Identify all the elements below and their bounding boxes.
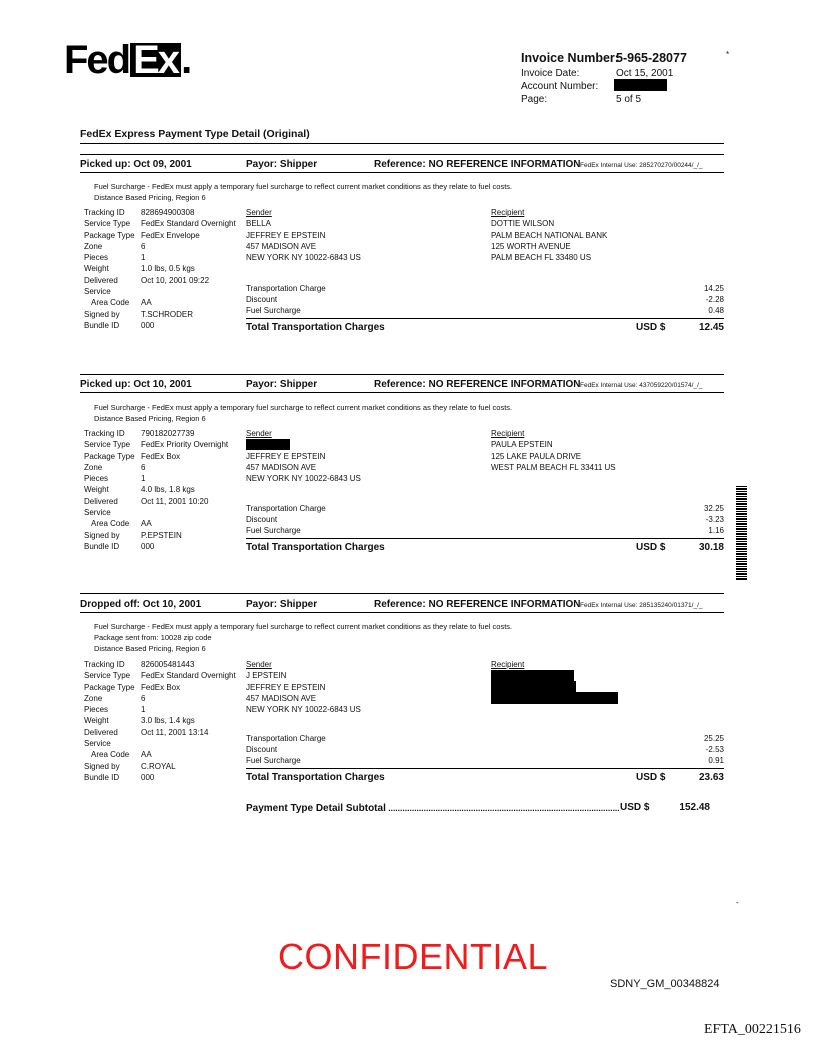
transportation-charge: 32.25 [703,504,724,513]
service-type-label: Service Type [84,440,131,450]
delivered-label: Delivered [84,275,118,285]
recipient-heading: Recipient [491,660,525,669]
section-rule-top [80,154,724,155]
note-line: Fuel Surcharge - FedEx must apply a temporary fuel surcharge to reflect current market conditions as they relate to fuel costs. [94,182,513,191]
recipient-block [491,207,607,263]
charge-row [246,744,724,755]
shipment-details [84,207,236,331]
package-type-label: Package Type [84,682,135,692]
sender-redaction [246,439,290,450]
note-line: Distance Based Pricing, Region 6 [94,644,206,653]
delivered-label: Delivered [84,727,118,737]
charge-row [246,294,724,305]
bates-number: SDNY_GM_00348824 [610,978,720,990]
tracking-id-label: Tracking ID [84,660,125,669]
service-type: FedEx Priority Overnight [141,440,229,450]
recipient-line: 125 WORTH AVENUE [491,241,571,251]
recipient-line: DOTTIE WILSON [491,219,555,229]
service-label: Service [84,739,111,749]
note-line: Distance Based Pricing, Region 6 [94,193,206,202]
section-rule-bottom [80,172,724,173]
shipment-event: Picked up: Oct 09, 2001 [80,159,192,170]
transportation-charge: 14.25 [703,284,724,293]
side-barcode [736,486,747,580]
weight-label: Weight [84,264,109,274]
fuel-surcharge: 0.48 [708,306,724,315]
recipient-line: WEST PALM BEACH FL 33411 US [491,462,616,472]
bundle-id: 000 [141,772,155,782]
sender-line: NEW YORK NY 10022-6843 US [246,474,361,484]
sender-heading: Sender [246,208,272,217]
transportation-charge-label: Transportation Charge [246,504,326,513]
sender-line [246,439,361,450]
sender-block [246,207,361,263]
delivered-label: Delivered [84,496,118,506]
service-label: Service [84,508,111,518]
weight: 3.0 lbs, 1.4 kgs [141,716,195,726]
fuel-surcharge: 1.16 [708,526,724,535]
pieces-label: Pieces [84,253,109,263]
recipient-heading: Recipient [491,429,525,438]
recipient-block [491,428,616,473]
confidential-stamp: CONFIDENTIAL [278,936,549,977]
tracking-id: 828694900308 [141,208,195,217]
account-number-redaction [614,79,667,91]
area-code-label: Area Code [91,750,130,760]
tracking-id-label: Tracking ID [84,208,125,217]
shipment-reference: Reference: NO REFERENCE INFORMATION [374,159,581,170]
package-type-label: Package Type [84,451,135,461]
zone: 6 [141,241,146,251]
sender-heading: Sender [246,660,272,669]
tracking-id: 790182027739 [141,429,195,438]
discount-label: Discount [246,295,278,304]
signed-by: P.EPSTEIN [141,530,182,540]
delivered: Oct 11, 2001 10:20 [141,496,209,506]
weight-label: Weight [84,485,109,495]
total-amount: 12.45 [698,322,724,333]
charge-row [246,755,724,766]
shipment-details [84,659,236,783]
sender-line: NEW YORK NY 10022-6843 US [246,705,361,715]
area-code: AA [141,519,152,529]
total-rule [246,318,724,319]
discount-label: Discount [246,515,278,524]
recipient-redaction [491,670,574,681]
sender-line: JEFFREY E EPSTEIN [246,682,326,692]
delivered: Oct 11, 2001 13:14 [141,727,209,737]
subtotal-row [246,803,646,814]
recipient-block [491,659,524,670]
shipment-event: Dropped off: Oct 10, 2001 [80,599,202,610]
bundle-id: 000 [141,541,155,551]
recipient-redaction [491,681,576,692]
recipient-heading: Recipient [491,208,525,217]
total-currency: USD $ [636,542,666,553]
fuel-surcharge-label: Fuel Surcharge [246,526,301,535]
fuel-surcharge-label: Fuel Surcharge [246,306,301,315]
shipment-notes [94,621,512,654]
pieces: 1 [141,705,146,715]
transportation-charge-label: Transportation Charge [246,734,326,743]
header-mark: * [726,50,730,59]
delivered: Oct 10, 2001 09:22 [141,275,210,285]
transportation-charge-label: Transportation Charge [246,284,326,293]
shipment-notes [94,181,512,203]
pieces: 1 [141,253,146,263]
section-rule-top [80,374,724,375]
package-type-label: Package Type [84,230,135,240]
fuel-surcharge: 0.91 [708,756,724,765]
sender-line: BELLA [246,219,271,229]
sender-line: 457 MADISON AVE [246,241,317,251]
service-type-label: Service Type [84,671,131,681]
package-type: FedEx Box [141,682,181,692]
tracking-id: 826005481443 [141,660,195,669]
fedex-logo: Fed Ex. [64,38,191,82]
weight-label: Weight [84,716,109,726]
area-code-label: Area Code [91,298,130,308]
subtotal-label: Payment Type Detail Subtotal [246,803,386,814]
shipment-event: Picked up: Oct 10, 2001 [80,379,192,390]
shipment-reference: Reference: NO REFERENCE INFORMATION [374,379,581,390]
charge-row [246,283,724,294]
bundle-id: 000 [141,320,155,330]
total-label: Total Transportation Charges [246,542,385,553]
charge-row [246,733,724,744]
total-rule [246,768,724,769]
discount: -2.53 [705,745,724,754]
area-code-label: Area Code [91,519,130,529]
invoice-date-label: Invoice Date: [521,68,580,79]
package-type: FedEx Envelope [141,230,200,240]
recipient-redaction [491,692,618,704]
weight: 4.0 lbs, 1.8 kgs [141,485,195,495]
zone: 6 [141,693,146,703]
sender-line: J EPSTEIN [246,671,287,681]
sender-line: JEFFREY E EPSTEIN [246,451,326,461]
area-code: AA [141,298,152,308]
fuel-surcharge-label: Fuel Surcharge [246,756,301,765]
shipment-internal-use: FedEx Internal Use: 437059220/01574/_/_ [580,382,703,389]
total-amount: 23.63 [698,772,724,783]
zone: 6 [141,462,146,472]
sender-block [246,428,361,484]
total-label: Total Transportation Charges [246,322,385,333]
charge-row [246,503,724,514]
note-line: Fuel Surcharge - FedEx must apply a temporary fuel surcharge to reflect current market conditions as they relate to fuel costs. [94,622,513,631]
discount-label: Discount [246,745,278,754]
recipient-line: 125 LAKE PAULA DRIVE [491,451,582,461]
shipment-notes [94,402,512,424]
footer-mark: - [736,898,739,907]
subtotal-leader: .................................................................................................. [388,803,620,813]
page-number: 5 of 5 [616,94,642,105]
invoice-number: 5-965-28077 [616,51,687,65]
signed-by-label: Signed by [84,761,120,771]
shipment-payor: Payor: Shipper [246,599,318,610]
area-code: AA [141,750,152,760]
weight: 1.0 lbs, 0.5 kgs [141,264,195,274]
total-currency: USD $ [636,772,666,783]
tracking-id-label: Tracking ID [84,429,125,438]
shipment-payor: Payor: Shipper [246,379,318,390]
total-label: Total Transportation Charges [246,772,385,783]
page-title: FedEx Express Payment Type Detail (Original) [80,128,310,140]
recipient-line: PALM BEACH NATIONAL BANK [491,230,608,240]
section-rule-bottom [80,392,724,393]
page-label: Page: [521,94,548,105]
title-rule [80,143,724,144]
shipment-reference: Reference: NO REFERENCE INFORMATION [374,599,581,610]
note-line: Package sent from: 10028 zip code [94,633,212,642]
service-type-label: Service Type [84,219,131,229]
invoice-date: Oct 15, 2001 [616,68,674,79]
account-number-label: Account Number: [521,81,599,92]
sender-line: JEFFREY E EPSTEIN [246,230,326,240]
total-rule [246,538,724,539]
bundle-id-label: Bundle ID [84,320,120,330]
note-line: Distance Based Pricing, Region 6 [94,414,206,423]
shipment-details [84,428,228,552]
subtotal-currency: USD $ [620,802,650,813]
service-type: FedEx Standard Overnight [141,671,236,681]
service-type: FedEx Standard Overnight [141,219,236,229]
bundle-id-label: Bundle ID [84,541,120,551]
recipient-line: PAULA EPSTEIN [491,440,553,450]
efta-number: EFTA_00221516 [704,1022,801,1037]
signed-by: C.ROYAL [141,761,176,771]
section-rule-top [80,593,724,594]
sender-line: 457 MADISON AVE [246,462,317,472]
pieces-label: Pieces [84,474,109,484]
zone-label: Zone [84,462,103,472]
signed-by-label: Signed by [84,309,120,319]
zone-label: Zone [84,693,103,703]
total-currency: USD $ [636,322,666,333]
total-amount: 30.18 [698,542,724,553]
shipment-payor: Payor: Shipper [246,159,318,170]
charge-row [246,514,724,525]
note-line: Fuel Surcharge - FedEx must apply a temporary fuel surcharge to reflect current market conditions as they relate to fuel costs. [94,403,513,412]
charge-row [246,305,724,316]
recipient-line: PALM BEACH FL 33480 US [491,253,592,263]
sender-line: 457 MADISON AVE [246,693,317,703]
invoice-number-label: Invoice Number: [521,51,619,65]
bundle-id-label: Bundle ID [84,772,120,782]
sender-heading: Sender [246,429,272,438]
zone-label: Zone [84,241,103,251]
shipment-internal-use: FedEx Internal Use: 285135240/01371/_/_ [580,602,703,609]
charge-row [246,525,724,536]
pieces: 1 [141,474,146,484]
subtotal-amount: 152.48 [679,802,710,813]
pieces-label: Pieces [84,705,109,715]
signed-by: T.SCHRODER [141,309,194,319]
shipment-internal-use: FedEx Internal Use: 285270270/00244/_/_ [580,162,703,169]
sender-line: NEW YORK NY 10022-6843 US [246,253,361,263]
section-rule-bottom [80,612,724,613]
service-label: Service [84,287,111,297]
sender-block [246,659,361,715]
discount: -3.23 [705,515,724,524]
discount: -2.28 [705,295,724,304]
signed-by-label: Signed by [84,530,120,540]
transportation-charge: 25.25 [703,734,724,743]
package-type: FedEx Box [141,451,181,461]
